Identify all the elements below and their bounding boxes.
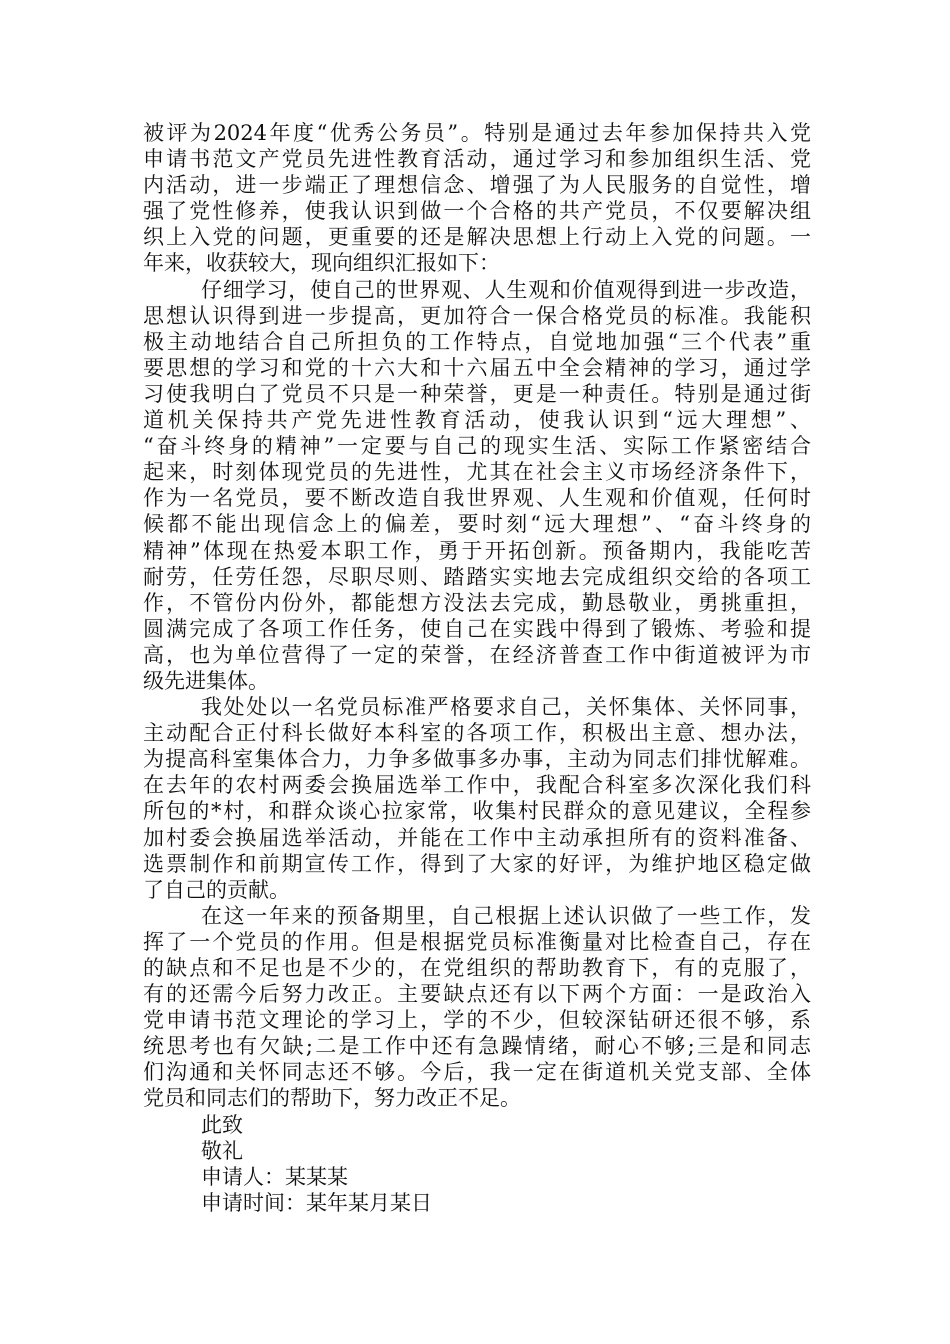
text-line: 被评为2024年度“优秀公务员”。特别是通过去年参加保持共入党 — [143, 121, 811, 145]
text-line: 加村委会换届选举活动，并能在工作中主动承担所有的资料准备、 — [143, 825, 811, 850]
text-line: 道机关保持共产党先进性教育活动，使我认识到“远大理想”、 — [143, 408, 811, 433]
applicant-line: 申请人：某某某 — [201, 1164, 348, 1189]
text-line: 作为一名党员，要不断改造自我世界观、人生观和价值观，任何时 — [143, 486, 811, 511]
text-line: 候都不能出现信念上的偏差，要时刻“远大理想”、“奋斗终身的 — [143, 512, 811, 537]
text-line: 织上入党的问题，更重要的还是解决思想上行动上入党的问题。一 — [143, 225, 811, 250]
text-line: 我处处以一名党员标准严格要求自己，关怀集体、关怀同事， — [201, 695, 811, 720]
text-line: 内活动，进一步端正了理想信念、增强了为人民服务的自觉性，增 — [143, 173, 811, 198]
paragraph-4 — [143, 903, 811, 1112]
text-line: 有的还需今后努力改正。主要缺点还有以下两个方面：一是政治入 — [143, 982, 811, 1007]
text-line: 主动配合正付科长做好本科室的各项工作，积极出主意、想办法， — [143, 721, 811, 746]
text-line: 挥了一个党员的作用。但是根据党员标准衡量对比检查自己，存在 — [143, 929, 811, 954]
paragraph-2 — [143, 277, 811, 695]
text-line: 所包的*村，和群众谈心拉家常，收集村民群众的意见建议，全程参 — [143, 799, 811, 824]
closing-block — [143, 1112, 811, 1216]
text-line: 为提高科室集体合力，力争多做事多办事，主动为同志们排忧解难。 — [143, 747, 811, 772]
salutation-line: 此致 — [201, 1112, 243, 1137]
text-line: 在这一年来的预备期里，自己根据上述认识做了一些工作，发 — [201, 903, 811, 928]
text-line: 党申请书范文理论的学习上，学的不少，但较深钻研还很不够，系 — [143, 1008, 811, 1033]
text-line: 强了党性修养，使我认识到做一个合格的共产党员，不仅要解决组 — [143, 199, 811, 224]
text-line: 选票制作和前期宣传工作，得到了大家的好评，为维护地区稳定做 — [143, 851, 811, 876]
text-line: 统思考也有欠缺;二是工作中还有急躁情绪，耐心不够;三是和同志 — [143, 1034, 811, 1059]
text-line: 高，也为单位营得了一定的荣誉，在经济普查工作中街道被评为市 — [143, 642, 811, 667]
text-line: 精神”体现在热爱本职工作，勇于开拓创新。预备期内，我能吃苦 — [143, 538, 811, 563]
text-line: 习使我明白了党员不只是一种荣誉，更是一种责任。特别是通过街 — [143, 381, 811, 406]
salutation-line: 敬礼 — [201, 1138, 243, 1163]
text-line: 思想认识得到进一步提高，更加符合一保合格党员的标准。我能积 — [143, 303, 811, 328]
text-line: 年来，收获较大，现向组织汇报如下： — [143, 251, 500, 276]
text-line: 们沟通和关怀同志还不够。今后，我一定在街道机关党支部、全体 — [143, 1060, 811, 1085]
document-page — [143, 120, 811, 1216]
text-line: 在去年的农村两委会换届选举工作中，我配合科室多次深化我们科 — [143, 773, 811, 798]
text-line: 耐劳，任劳任怨，尽职尽则、踏踏实实地去完成组织交给的各项工 — [143, 564, 811, 589]
text-line: 圆满完成了各项工作任务，使自己在实践中得到了锻炼、考验和提 — [143, 616, 811, 641]
date-line: 申请时间：某年某月某日 — [201, 1190, 432, 1215]
text-line: 作，不管份内份外，都能想方没法去完成，勤恳敬业，勇挑重担， — [143, 590, 811, 615]
text-line: “奋斗终身的精神”一定要与自己的现实生活、实际工作紧密结合 — [143, 434, 811, 459]
paragraph-3 — [143, 694, 811, 903]
text-line: 仔细学习，使自己的世界观、人生观和价值观得到进一步改造， — [201, 277, 811, 302]
text-line: 党员和同志们的帮助下，努力改正不足。 — [143, 1086, 521, 1111]
text-line: 要思想的学习和党的十六大和十六届五中全会精神的学习，通过学 — [143, 355, 811, 380]
paragraph-1 — [143, 120, 811, 277]
text-line: 了自己的贡献。 — [143, 877, 290, 902]
text-line: 级先进集体。 — [143, 668, 269, 693]
text-line: 申请书范文产党员先进性教育活动，通过学习和参加组织生活、党 — [143, 147, 811, 172]
text-line: 的缺点和不足也是不少的，在党组织的帮助教育下，有的克服了， — [143, 956, 811, 980]
text-line: 极主动地结合自己所担负的工作特点，自觉地加强“三个代表”重 — [143, 329, 811, 354]
text-line: 起来，时刻体现党员的先进性，尤其在社会主义市场经济条件下， — [143, 460, 811, 485]
